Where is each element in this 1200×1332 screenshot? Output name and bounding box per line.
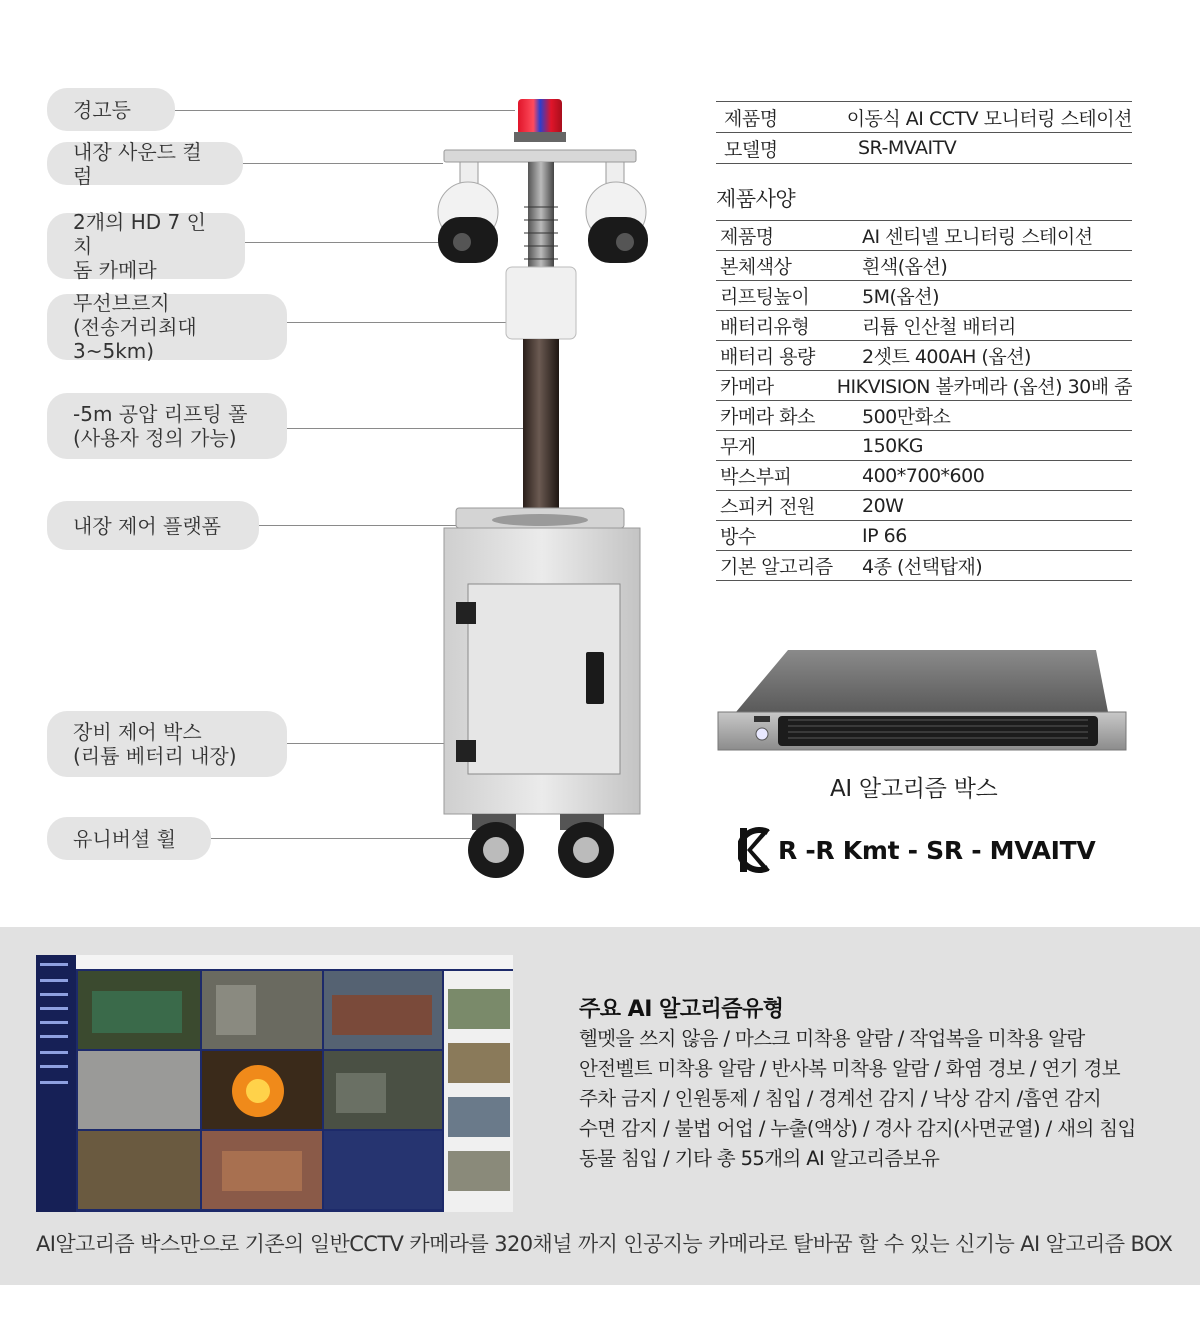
callout-label: 내장 제어 플랫폼 — [73, 513, 221, 538]
certification-row — [738, 826, 1095, 874]
caster-wheel-right — [558, 814, 614, 878]
spec-key: 본체색상 — [720, 256, 792, 278]
algorithm-line: 헬멧을 쓰지 않음 / 마스크 미착용 알람 / 작업복을 미착용 알람 — [579, 1027, 1085, 1050]
table-row — [716, 461, 1132, 491]
spec-key: 기본 알고리즘 — [720, 556, 833, 578]
product-info-table — [716, 101, 1132, 164]
spec-value: 5M(옵션) — [862, 286, 940, 308]
spec-key: 제품명 — [720, 226, 774, 248]
ai-algorithm-box-illustration — [716, 646, 1128, 754]
callout-control-box — [47, 711, 287, 777]
spec-value: HIKVISION 볼카메라 (옵션) 30배 줌 — [836, 376, 1132, 398]
info-value: 이동식 AI CCTV 모니터링 스테이션 — [846, 107, 1132, 130]
warning-light — [518, 99, 562, 135]
spec-value: IP 66 — [862, 524, 907, 547]
table-row — [716, 521, 1132, 551]
callout-universal-wheel — [47, 817, 211, 860]
table-row — [716, 491, 1132, 521]
spec-value: 2셋트 400AH (옵션) — [862, 346, 1031, 368]
spec-key: 배터리 용량 — [720, 346, 815, 368]
spec-key: 카메라 화소 — [720, 406, 815, 428]
table-row — [716, 311, 1132, 341]
algorithm-line: 주차 금지 / 인원통제 / 침입 / 경계선 감지 / 낙상 감지 /흡연 감지 — [579, 1087, 1102, 1110]
info-key: 제품명 — [724, 107, 778, 130]
table-row — [716, 371, 1132, 401]
door-hinge — [456, 740, 476, 762]
top-plate — [444, 150, 636, 162]
lifting-pole — [523, 339, 559, 519]
algorithm-list — [579, 1024, 1179, 1174]
callout-label: 장비 제어 박스 (리튬 베터리 내장) — [73, 720, 237, 768]
spec-table — [716, 220, 1132, 581]
spec-value: 20W — [862, 494, 904, 517]
table-row — [716, 401, 1132, 431]
wireless-bridge — [506, 267, 576, 339]
spec-key: 스피커 전원 — [720, 496, 815, 518]
info-value: SR-MVAITV — [858, 137, 957, 159]
callout-label: 내장 사운드 컬럼 — [73, 139, 202, 188]
callout-wireless-bridge — [47, 291, 287, 363]
spec-key: 무게 — [720, 436, 756, 458]
table-row — [716, 551, 1132, 581]
table-row — [716, 341, 1132, 371]
upper-mast — [528, 162, 554, 272]
table-row — [716, 281, 1132, 311]
certification-number: R -R Kmt - SR - MVAITV — [778, 835, 1096, 865]
callout-label: 경고등 — [73, 97, 131, 122]
callout-sound-column — [47, 139, 243, 188]
table-row — [716, 102, 1132, 133]
spec-title: 제품사양 — [716, 187, 796, 211]
footer-note: AI알고리즘 박스만으로 기존의 일반CCTV 카메라를 320채널 까지 인공지능 카메라로 탈바꿈 할 수 있는 신기능 AI 알고리즘 BOX — [36, 1232, 1173, 1256]
spec-value: 4종 (선택탑재) — [862, 556, 983, 578]
door-handle — [586, 652, 604, 704]
callout-label: -5m 공압 리프팅 폴 (사용자 정의 가능) — [73, 402, 248, 450]
monitoring-station-illustration — [420, 92, 660, 882]
table-row — [716, 251, 1132, 281]
spec-value: 리튬 인산철 배터리 — [862, 316, 1016, 338]
spec-value: 흰색(옵션) — [862, 256, 948, 278]
spec-value: 500만화소 — [862, 406, 951, 428]
table-row — [716, 133, 1132, 164]
algorithm-line: 안전벨트 미착용 알람 / 반사복 미착용 알람 / 화염 경보 / 연기 경보 — [579, 1057, 1121, 1080]
table-row — [716, 221, 1132, 251]
kc-mark-icon — [738, 826, 772, 874]
spec-value: 150KG — [862, 434, 923, 457]
algorithm-title: 주요 AI 알고리즘유형 — [579, 997, 784, 1022]
spec-value: AI 센티넬 모니터링 스테이션 — [862, 226, 1093, 248]
dome-camera-right — [586, 162, 648, 263]
info-key: 모델명 — [724, 138, 778, 161]
callout-leader-line — [243, 163, 443, 164]
callout-lifting-pole — [47, 393, 287, 459]
vms-screenshot — [36, 955, 513, 1212]
algorithm-line: 동물 침입 / 기타 총 55개의 AI 알고리즘보유 — [579, 1147, 940, 1170]
callout-label: 2개의 HD 7 인치 돔 카메라 — [73, 210, 206, 282]
spec-key: 박스부피 — [720, 466, 792, 488]
dome-camera-left — [438, 162, 498, 263]
caster-wheel-left — [468, 814, 524, 878]
callout-label: 무선브르지 (전송거리최대 3~5km) — [73, 291, 197, 363]
spec-key: 리프팅높이 — [720, 286, 810, 308]
algorithm-line: 수면 감지 / 불법 어업 / 누출(액상) / 경사 감지(사면균열) / 새의 침입 — [579, 1117, 1136, 1140]
spec-value: 400*700*600 — [862, 464, 985, 487]
spec-key: 배터리유형 — [720, 316, 810, 338]
callout-warning-light — [47, 88, 175, 131]
light-base — [514, 132, 566, 142]
door-hinge — [456, 602, 476, 624]
callout-control-platform — [47, 501, 259, 550]
spec-key: 카메라 — [720, 376, 774, 398]
table-row — [716, 431, 1132, 461]
ai-box-caption: AI 알고리즘 박스 — [830, 776, 998, 802]
callout-dome-cameras — [47, 210, 245, 282]
callout-label: 유니버셜 휠 — [73, 826, 176, 851]
spec-key: 방수 — [720, 526, 756, 548]
